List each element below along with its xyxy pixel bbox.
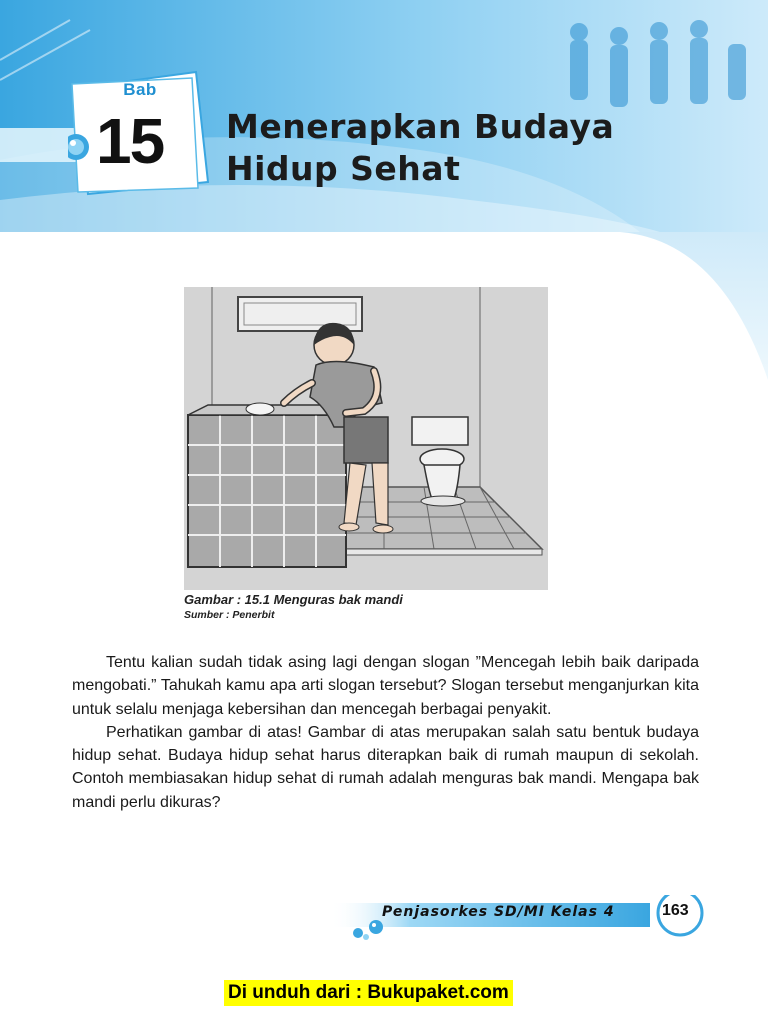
bathroom-illustration xyxy=(184,287,548,590)
chapter-number: 15 xyxy=(96,105,164,177)
download-source-banner: Di unduh dari : Bukupaket.com xyxy=(224,980,513,1006)
chapter-title xyxy=(226,106,614,190)
figure-caption: Gambar : 15.1 Menguras bak mandi xyxy=(184,592,403,607)
chapter-label: Bab xyxy=(123,80,157,99)
footer-banner xyxy=(330,895,710,945)
figure-source: Sumber : Penerbit xyxy=(184,609,275,621)
chapter-title-line2: Hidup Sehat xyxy=(226,149,461,188)
chapter-title-line1: Menerapkan Budaya xyxy=(226,107,615,146)
body-text xyxy=(72,651,699,814)
footer-book-title: Penjasorkes SD/MI Kelas 4 xyxy=(382,904,615,920)
page-number: 163 xyxy=(662,902,689,919)
paragraph: Tentu kalian sudah tidak asing lagi dengan slogan ”Mencegah lebih baik daripada mengobati.” Tahukah kamu apa arti slogan tersebut? Slogan tersebut menganjurkan kita untuk selalu menjaga kebersihan dan mencegah berbagai penyakit. xyxy=(72,654,699,718)
paragraph: Perhatikan gambar di atas! Gambar di atas merupakan salah satu bentuk budaya hidup sehat. Budaya hidup sehat harus diterapkan baik di rumah maupun di sekolah. Contoh membiasakan hidup sehat di rumah adalah menguras bak mandi. Mengapa bak mandi perlu dikuras? xyxy=(72,723,699,811)
